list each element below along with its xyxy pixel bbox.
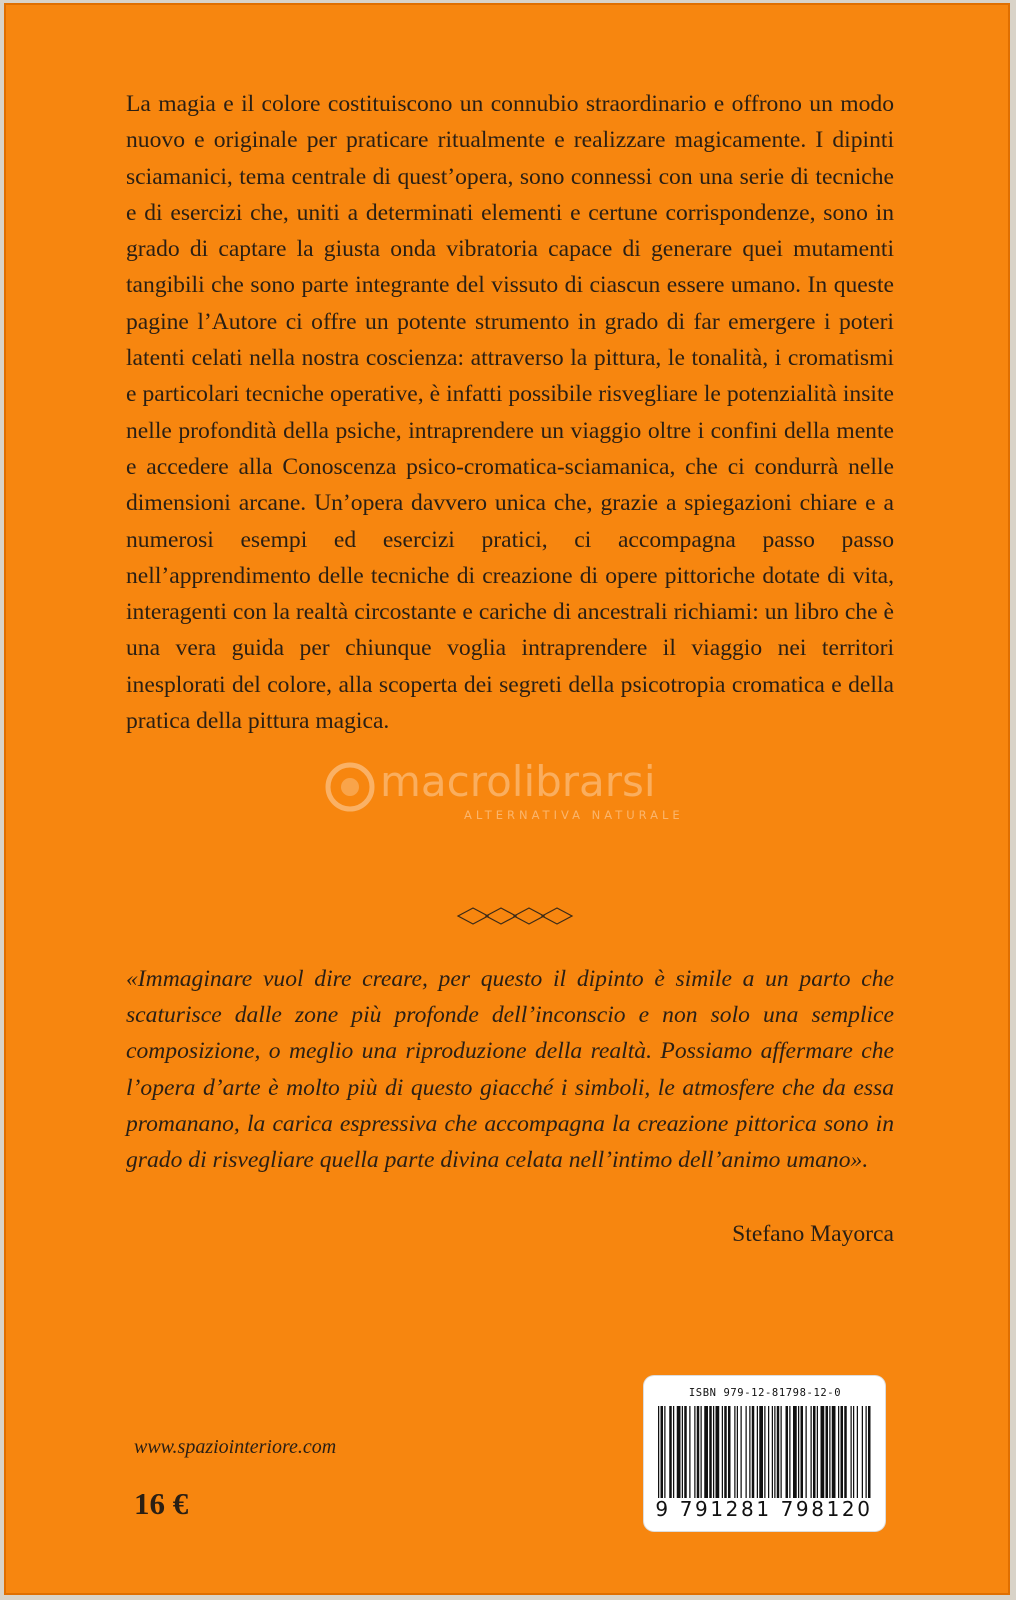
barcode-bar	[722, 1406, 723, 1498]
barcode-bar	[811, 1406, 812, 1498]
isbn-label: ISBN 979-12-81798-12-0	[688, 1387, 842, 1399]
barcode-bar	[749, 1406, 750, 1498]
barcode-bar	[752, 1406, 755, 1498]
barcode-bar	[701, 1406, 702, 1498]
barcode-bar	[759, 1406, 763, 1498]
barcode-bar	[724, 1406, 727, 1498]
barcode-bar	[786, 1406, 789, 1498]
barcode-bar	[866, 1406, 867, 1498]
barcode-bar	[777, 1406, 780, 1498]
author-name: Stefano Mayorca	[732, 1221, 894, 1247]
barcode-bar	[841, 1406, 844, 1498]
barcode-bar	[853, 1406, 854, 1498]
barcode-bar	[789, 1406, 790, 1498]
barcode-bar	[716, 1406, 720, 1498]
barcode-bar	[694, 1406, 695, 1498]
barcode-bar	[664, 1406, 665, 1498]
barcode-bar	[851, 1406, 852, 1498]
barcode-bar	[793, 1406, 797, 1498]
barcode-bar	[829, 1406, 830, 1498]
watermark-brand: macrolibrarsi	[380, 757, 656, 806]
quote-text: «Immaginare vuol dire creare, per questo il dipinto è simile a un parto che scaturisce dalle zone più profonde dell’inconscio e non solo una semplice composizione, o meglio una riproduzione della realtà. Possiamo affermare che l’opera d’arte è molto più di questo giacché i simboli, le atmosfere che da essa promanano, la carica espressiva che accompagna la creazione pittorica sono in grado di risvegliare quella parte divina celata nell’intimo dell’animo umano».	[126, 966, 894, 1174]
barcode-bar	[746, 1406, 747, 1498]
barcode-bar	[737, 1406, 738, 1498]
barcode-bar	[682, 1406, 683, 1498]
barcode-bar	[684, 1406, 687, 1498]
barcode-bar	[832, 1406, 836, 1498]
barcode-bar	[868, 1406, 871, 1498]
barcode-number: 9 791281 798120	[655, 1497, 873, 1521]
blurb-text: La magia e il colore costituiscono un connubio straordinario e offrono un modo nuovo e originale per praticare ritualmente e realizzare magicamente. I dipinti sciamanici, tema centrale di quest’opera, sono connessi con una serie di tecniche e di esercizi che, uniti a determinati elementi e certune corrispondenze, sono in grado di captare la giusta onda vibratoria capace di generare quei mutamenti tangibili che sono parte integrante del vissuto di ciascun essere umano. In queste pagine l’Autore ci offre un potente strumento in grado di far emergere i poteri latenti celati nella nostra coscienza: attraverso la pittura, le tonalità, i cromatismi e particolari tecniche operative, è infatti possibile risvegliare le potenzialità insite nelle profondità della psiche, intraprendere un viaggio oltre i confini della mente e accedere alla Conoscenza psico-cromatica-sciamanica, che ci condurrà nelle dimensioni arcane. Un’opera davvero unica che, grazie a spiegazioni chiare e a numerosi esempi ed esercizi pratici, ci accompagna passo passo nell’apprendimento delle tecniche di creazione di opere pittoriche dotate di vita, interagenti con la realtà circostante e cariche di ancestrali richiami: un libro che è una vera guida per chiunque voglia intraprendere il viaggio nei territori inesplorati del colore, alla scoperta dei segreti della psicotropia cromatica e della pratica della pittura magica.	[126, 91, 894, 735]
barcode-icon	[656, 1406, 874, 1498]
barcode-bar	[658, 1406, 659, 1498]
barcode-bar	[673, 1406, 674, 1498]
watermark	[322, 755, 702, 835]
watermark-tagline: ALTERNATIVA NATURALE	[464, 808, 684, 822]
barcode-bar	[757, 1406, 758, 1498]
barcode-bar	[774, 1406, 775, 1498]
barcode-bar	[801, 1406, 804, 1498]
barcode-bar	[844, 1406, 847, 1498]
barcode-bar	[806, 1406, 807, 1498]
barcode-bar	[821, 1406, 825, 1498]
barcode-box	[644, 1376, 885, 1531]
barcode-bar	[734, 1406, 735, 1498]
barcode-bar	[838, 1406, 839, 1498]
back-cover	[4, 3, 1010, 1595]
barcode-bar	[689, 1406, 690, 1498]
barcode-bar	[728, 1406, 731, 1498]
barcode-bar	[798, 1406, 799, 1498]
barcode-bar	[826, 1406, 829, 1498]
barcode-bar	[813, 1406, 816, 1498]
barcode-bar	[862, 1406, 863, 1498]
barcode-bar	[709, 1406, 712, 1498]
barcode-bar	[704, 1406, 708, 1498]
price: 16 €	[134, 1486, 189, 1521]
barcode-bar	[772, 1406, 773, 1498]
barcode-bar	[713, 1406, 714, 1498]
barcode-bar	[781, 1406, 782, 1498]
barcode-bar	[677, 1406, 681, 1498]
watermark-logo-icon	[322, 759, 378, 815]
barcode-bar	[764, 1406, 765, 1498]
barcode-bar	[669, 1406, 672, 1498]
barcode-bar	[741, 1406, 742, 1498]
barcode-bar	[661, 1406, 664, 1498]
barcode-bar	[768, 1406, 769, 1498]
publisher-website[interactable]: www.spaziointeriore.com	[134, 1436, 337, 1458]
barcode-bar	[697, 1406, 700, 1498]
diamond-ornament	[456, 904, 576, 928]
barcode-bar	[857, 1406, 858, 1498]
barcode-bar	[817, 1406, 818, 1498]
